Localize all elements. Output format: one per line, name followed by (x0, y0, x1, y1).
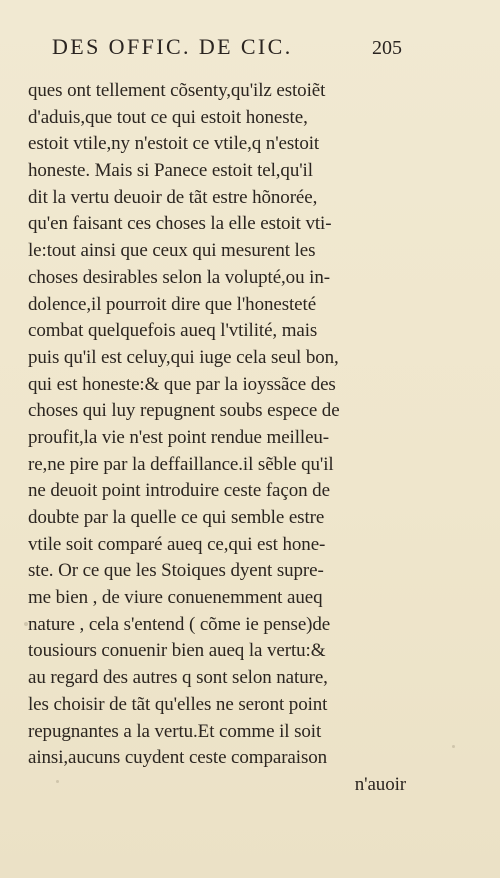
text-line: re,ne pire par la deffaillance.il sẽble qu'il (28, 453, 334, 475)
text-line: d'aduis,que tout ce qui estoit honeste, (28, 106, 308, 128)
text-line: doubte par la quelle ce qui semble estre (28, 507, 325, 528)
paper-spot (24, 622, 28, 626)
text-line: repugnantes a la vertu.Et comme il soit (28, 720, 322, 742)
running-title: DES OFFIC. DE CIC. (52, 34, 293, 59)
body-text (28, 78, 408, 799)
text-line: les choisir de tãt qu'elles ne seront point (28, 693, 328, 715)
text-line: dolence,il pourroit dire que l'honesteté (28, 293, 317, 315)
text-line: nature , cela s'entend ( cõme ie pense)de (28, 613, 331, 635)
text-line: choses desirables selon la volupté,ou in- (28, 266, 330, 288)
text-line: proufit,la vie n'est point rendue meilleu- (28, 426, 330, 448)
text-line: qu'en faisant ces choses la elle estoit vti- (28, 213, 332, 235)
text-line: le:tout ainsi que ceux qui mesurent les (28, 240, 316, 262)
text-line: qui est honeste:& que par la ioyssãce des (28, 373, 336, 395)
text-line: vtile soit comparé aueq ce,qui est hone- (28, 533, 326, 555)
text-line: honeste. Mais si Panece estoit tel,qu'il (28, 160, 313, 182)
text-line: choses qui luy repugnent soubs espece de (28, 400, 340, 422)
catchword: n'auoir (354, 773, 406, 795)
text-line: puis qu'il est celuy,qui iuge cela seul bon, (28, 346, 339, 368)
text-line: estoit vtile,ny n'estoit ce vtile,q n'estoit (28, 133, 320, 155)
page-number: 205 (372, 37, 402, 59)
paper-spot (452, 745, 455, 748)
text-line: ques ont tellement cõsenty,qu'ilz estoiẽt (28, 80, 326, 101)
text-line: ne deuoit point introduire ceste façon de (28, 480, 330, 502)
text-line: au regard des autres q sont selon nature, (28, 667, 328, 689)
paper-spot (56, 780, 59, 783)
text-line: combat quelquefois aueq l'vtilité, mais (28, 320, 318, 342)
text-line: tousiours conuenir bien aueq la vertu:& (28, 640, 326, 662)
text-line: ainsi,aucuns cuydent ceste comparaison (28, 747, 328, 769)
text-line: ste. Or ce que les Stoiques dyent supre- (28, 560, 324, 582)
text-line: me bien , de viure conuenemment aueq (28, 587, 323, 609)
text-line: dit la vertu deuoir de tãt estre hõnorée, (28, 186, 318, 208)
